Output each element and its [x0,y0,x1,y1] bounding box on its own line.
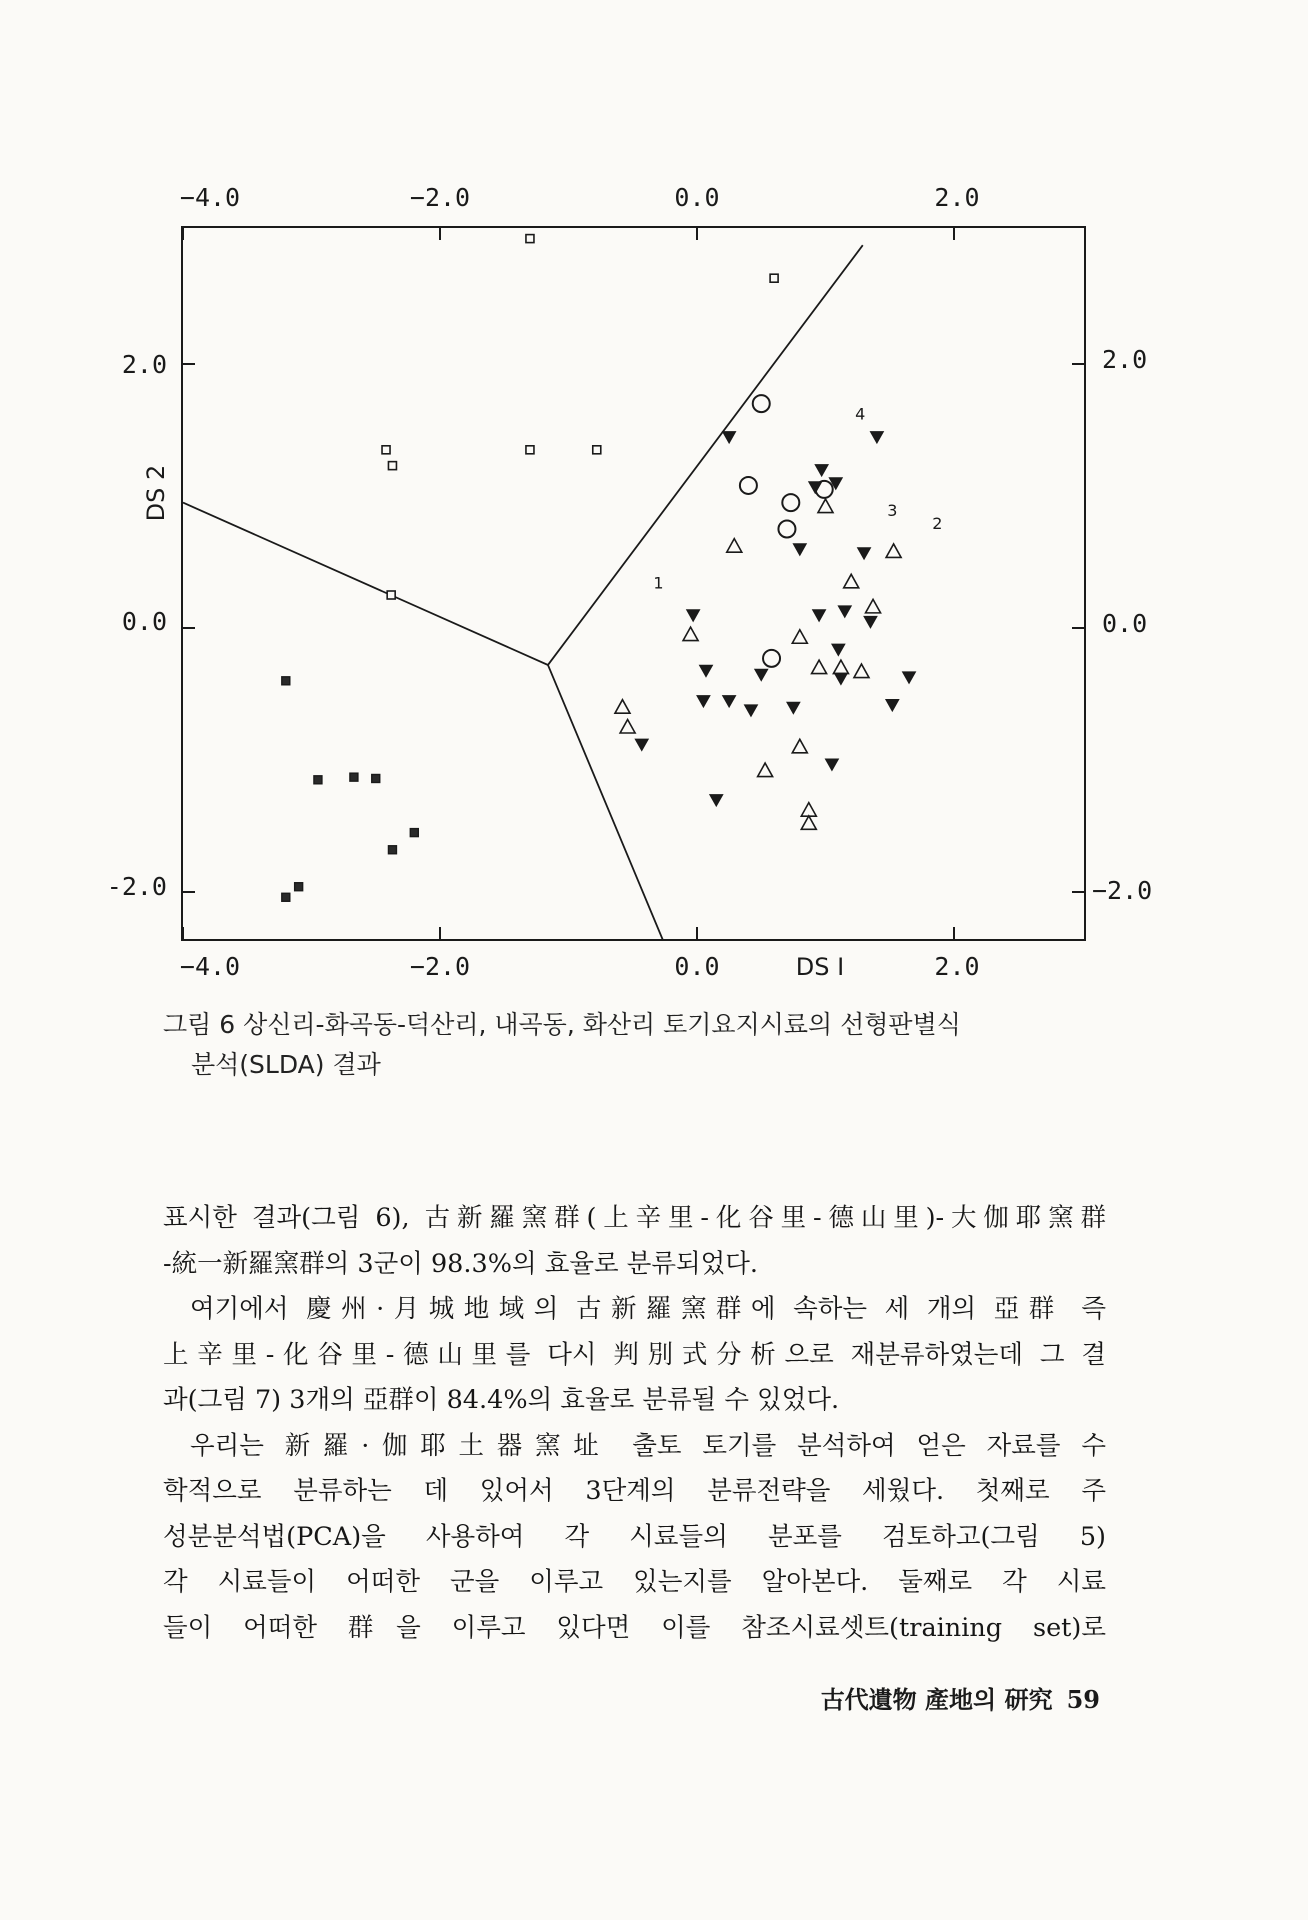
running-footer [821,1680,1100,1715]
filled-square-point [314,776,322,784]
open-square-point [770,274,778,282]
open-triangle-point [615,700,630,714]
decision-boundaries [183,245,866,945]
filled-triangle-point [886,700,899,712]
filled-triangle-point [787,702,800,714]
right-tick-label: −2.0 [1092,876,1153,905]
open-triangle-point [683,627,698,641]
filled-triangle-point [809,482,822,494]
body-line: 학적으로 분류하는 데 있어서 3단계의 분류전략을 세웠다. 첫째로 주 [163,1476,1106,1506]
caption-line-1: 그림 6 상신리-화곡동-덕산리, 내곡동, 화산리 토기요지시료의 선형판별식 [163,1010,961,1039]
filled-square-point [388,846,396,854]
open-triangle-point [758,763,773,777]
open-circle-point [778,521,795,538]
bottom-tick-label: 2.0 [934,952,980,981]
open-triangle-point [620,720,635,734]
bottom-tick-label: −4.0 [179,952,241,981]
open-triangle-point [886,544,901,558]
right-tick-label: 0.0 [1102,609,1148,638]
bottom-tick-labels [180,952,980,981]
open-circle-point [782,494,799,511]
point-annotation: 2 [932,514,943,533]
filled-square-point [350,773,358,781]
filled-triangle-point [813,610,826,622]
filled-triangle-point [832,644,845,656]
filled-triangle-point [710,795,723,807]
top-tick-labels [180,183,980,212]
filled-square-point [295,883,303,891]
filled-triangle-point [699,665,712,677]
filled-triangle-point [834,673,847,685]
page-number: 59 [1066,1685,1100,1714]
top-tick-label: 0.0 [674,183,720,212]
filled-triangle-point [755,669,768,681]
body-line: 과(그림 7) 3개의 亞群이 84.4%의 효율로 분류될 수 있었다. [163,1385,840,1415]
left-tick-label: 2.0 [121,350,167,379]
filled-triangle-point [793,544,806,556]
filled-triangle-point [903,672,916,684]
body-line: 우리는 新羅·伽耶土器窯址 출토 토기를 분석하여 얻은 자료를 수 [190,1430,1106,1461]
filled-triangle-point [744,705,757,717]
point-annotation: 4 [855,404,866,424]
filled-triangle-point [864,616,877,628]
open-square-point [388,462,396,470]
body-line: 上辛里-化谷里-德山里를 다시 判別式分析으로 재분류하였는데 그 결 [163,1339,1106,1370]
filled-triangle-point [870,432,883,444]
right-tick-label: 2.0 [1102,345,1148,374]
filled-square-point [282,893,290,901]
footer-title: 古代遺物 產地의 研究 [820,1685,1053,1714]
open-triangle-point [727,539,742,553]
filled-triangle-point [697,696,710,708]
boundary-line [548,665,665,945]
open-triangle-point [801,816,816,830]
x-axis-title: DS I [795,953,845,981]
filled-triangle-point [858,548,871,560]
filled-triangle-point [635,739,648,751]
open-square-point [593,446,601,454]
body-line: 표시한 결과(그림 6), 古新羅窯群(上辛里-化谷里-德山里)-大伽耶窯群 [163,1203,1106,1233]
open-triangle-point [818,499,833,513]
top-tick-label: 2.0 [934,183,980,212]
open-triangle-point [792,630,807,644]
open-square-point [387,591,395,599]
filled-triangle-point [815,465,828,477]
bottom-tick-label: 0.0 [674,952,720,981]
axis-ticks [182,227,1085,940]
filled-triangle-point [723,432,736,444]
bottom-tick-label: −2.0 [409,952,471,981]
point-annotation: 1 [653,573,664,593]
open-triangle-point [792,739,807,753]
right-tick-labels [1092,345,1152,905]
filled-square-point [410,829,418,837]
filled-triangle-point [825,759,838,771]
plot-frame [182,227,1085,940]
top-tick-label: −2.0 [409,183,471,212]
point-annotation: 3 [887,500,898,520]
open-square-point [382,446,390,454]
left-tick-label: 0.0 [121,607,167,636]
body-line: 성분분석법(PCA)을 사용하여 각 시료들의 분포를 검토하고(그림 5) [163,1521,1106,1552]
open-circle-point [740,477,757,494]
filled-triangle-point [723,696,736,708]
open-circle-point [763,650,780,667]
body-line: -統一新羅窯群의 3군이 98.3%의 효율로 분류되었다. [163,1248,758,1279]
body-line: 각 시료들이 어떠한 군을 이루고 있는지를 알아본다. 둘째로 각 시료 [163,1567,1106,1597]
open-triangle-point [854,664,869,678]
caption-line-2: 분석(SLDA) 결과 [191,1050,381,1079]
body-text [163,1196,1106,1651]
filled-square-point [372,774,380,782]
open-square-point [526,235,534,243]
left-tick-label: -2.0 [106,872,167,901]
filled-triangle-point [687,610,700,622]
open-square-point [526,446,534,454]
open-triangle-point [801,803,816,817]
filled-triangle-point [838,606,851,618]
body-line: 들이 어떠한 群을 이루고 있다면 이를 참조시료셋트(training set)로 [163,1612,1106,1643]
open-triangle-point [833,660,848,674]
figure-caption [163,1005,1123,1085]
filled-square-point [282,677,290,685]
top-tick-label: −4.0 [179,183,241,212]
open-triangle-point [812,660,827,674]
body-line: 여기에서 慶州·月城地域의 古新羅窯群에 속하는 세 개의 亞群 즉 [190,1294,1106,1324]
data-points [282,235,916,902]
left-tick-labels [107,350,167,901]
open-triangle-point [844,574,859,588]
open-triangle-point [866,599,881,613]
open-circle-point [753,395,770,412]
y-axis-title: DS 2 [142,464,170,522]
boundary-line [183,245,866,665]
